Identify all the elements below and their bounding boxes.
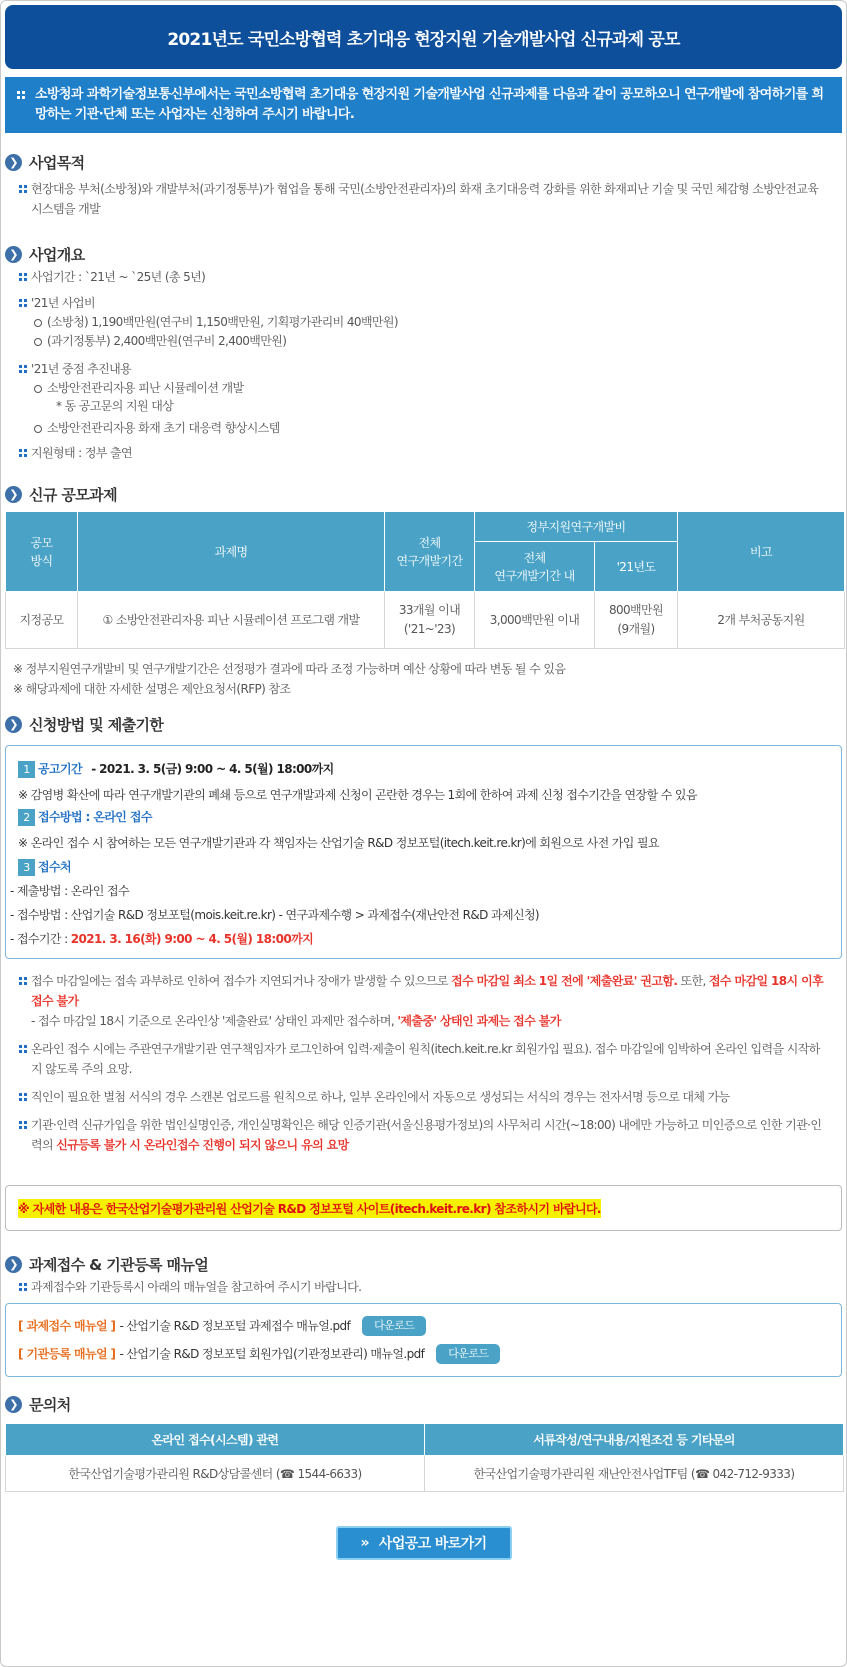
- manual-item: [ 과제접수 매뉴얼 ] - 산업기술 R&D 정보포털 과제접수 매뉴얼.pdf 다운로드: [18, 1312, 829, 1340]
- th-task: 과제명: [78, 512, 385, 592]
- table-note: ※ 해당과제에 대한 자세한 설명은 제안요청서(RFP) 참조: [13, 682, 291, 696]
- bullet-dots-icon: [19, 299, 27, 307]
- page-title: 2021년도 국민소방협력 초기대응 현장지원 기술개발사업 신규과제 공모: [5, 5, 842, 69]
- bullet-dots-icon: [19, 449, 27, 457]
- apply-box: [5, 745, 842, 959]
- th-remarks: 비고: [678, 512, 845, 592]
- cell-period: 33개월 이내 ('21~'23): [385, 592, 475, 649]
- apply-row-method: 2 접수방법 : 온라인 접수: [18, 806, 829, 828]
- intro-text: 소방청과 과학기술정보통신부에서는 국민소방협력 초기대응 현장지원 기술개발사업 신규과제를 다음과 같이 공모하오니 연구개발에 참여하기를 희망하는 기관·단체 또는 사업자는 신청하여 주시기 바랍니다.: [35, 87, 824, 122]
- apply-detail: - 접수방법 : 산업기술 R&D 정보포털(mois.keit.re.kr) - 연구과제수행 > 과제접수(재난안전 R&D 과제신청): [10, 908, 540, 922]
- manual-item: [ 기관등록 매뉴얼 ] - 산업기술 R&D 정보포털 회원가입(기관정보관리) 매뉴얼.pdf 다운로드: [18, 1340, 829, 1368]
- apply-detail: - 접수기간 : 2021. 3. 16(화) 9:00 ~ 4. 5(월) 18:00까지: [10, 932, 314, 946]
- purpose-text: 현장대응 부처(소방청)와 개발부처(과기정통부)가 협업을 통해 국민(소방안전관리자)의 화재 초기대응력 강화를 위한 화재피난 기술 및 국민 체감형 소방안전교육 시스템을 개발: [1, 179, 846, 219]
- th-gov-funding: 정부지원연구개발비: [475, 512, 678, 542]
- contact-header-other: 서류작성/연구내용/지원조건 등 기타문의: [425, 1424, 844, 1456]
- bullet-dots-icon: [19, 365, 27, 373]
- caution-list: [1, 971, 846, 1155]
- manual-desc: 과제접수와 기관등록시 아래의 매뉴얼을 참고하여 주시기 바랍니다.: [1, 1277, 846, 1297]
- caution-item: 직인이 필요한 별첨 서식의 경우 스캔본 업로드를 원칙으로 하나, 일부 온라인에서 자동으로 생성되는 서식의 경우는 전자서명 등으로 대체 가능: [1, 1087, 828, 1107]
- step-number: 2: [18, 809, 35, 826]
- chevron-right-icon: ❯: [5, 1396, 22, 1413]
- bullet-dots-icon: [19, 1283, 27, 1291]
- bullet-dots-icon: [19, 273, 27, 281]
- contact-system: 한국산업기술평가관리원 R&D상담콜센터 (☎ 1544-6633): [6, 1456, 425, 1492]
- chevron-right-icon: ❯: [5, 716, 22, 733]
- table-note: ※ 정부지원연구개발비 및 연구개발기간은 선정평가 결과에 따라 조정 가능하며 예산 상황에 따라 변동 될 수 있음: [13, 662, 566, 676]
- section-apply-heading: ❯ 신청방법 및 제출기한: [5, 711, 846, 737]
- caution-item: 접수 마감일에는 접속 과부하로 인하여 접수가 지연되거나 장애가 발생할 수 있으므로 접수 마감일 최소 1일 전에 '제출완료' 권고함. 또한, 접수 마감일 18시 이후 접수 불가 - 접수 마감일 18시 기준으로 온라인상 '제출완료' 상태인 과제만 접수하며, '제출중' 상태인 과제는 접수 불가: [1, 971, 828, 1031]
- bullet-dots-icon: [19, 1121, 27, 1129]
- cell-task: ① 소방안전관리자용 피난 시뮬레이션 프로그램 개발: [78, 592, 385, 649]
- detail-note: ※ 자세한 내용은 한국산업기술평가관리원 산업기술 R&D 정보포털 사이트(itech.keit.re.kr) 참조하시기 바랍니다.: [18, 1199, 601, 1218]
- chevron-right-icon: ❯: [5, 486, 22, 503]
- apply-note: ※ 온라인 접수 시 참여하는 모든 연구개발기관과 각 책임자는 산업기술 R&D 정보포털(itech.keit.re.kr)에 회원으로 사전 가입 필요: [18, 836, 659, 850]
- budget-item: (과기정통부) 2,400백만원(연구비 2,400백만원): [1, 332, 846, 351]
- th-total-period: 전체 연구개발기간: [385, 512, 475, 592]
- bullet-dots-icon: [19, 185, 27, 193]
- cell-remarks: 2개 부처공동지원: [678, 592, 845, 649]
- focus-note: * 동 공고문의 지원 대상: [56, 399, 174, 413]
- chevron-right-icon: ❯: [5, 246, 22, 263]
- th-method: 공모 방식: [6, 512, 78, 592]
- overview-period: 사업기간 : `21년 ~ `25년 (총 5년): [1, 267, 846, 287]
- intro-banner: [5, 77, 842, 133]
- download-button[interactable]: 다운로드: [362, 1316, 426, 1336]
- contact-header-system: 온라인 접수(시스템) 관련: [6, 1424, 425, 1456]
- table-row: [6, 592, 845, 649]
- focus-item: 소방안전관리자용 피난 시뮬레이션 개발: [1, 379, 846, 398]
- section-manual-heading: ❯ 과제접수 & 기관등록 매뉴얼: [5, 1251, 846, 1277]
- overview-support: 지원형태 : 정부 출연: [1, 443, 846, 463]
- section-overview-heading: ❯ 사업개요: [5, 241, 846, 267]
- apply-detail: - 제출방법 : 온라인 접수: [10, 884, 129, 898]
- budget-item: (소방청) 1,190백만원(연구비 1,150백만원, 기획평가관리비 40백만원): [1, 313, 846, 332]
- apply-row-period: 1 공고기간 - 2021. 3. 5(금) 9:00 ~ 4. 5(월) 18:00까지: [18, 758, 829, 780]
- overview-budget-title: '21년 사업비: [1, 293, 846, 313]
- detail-note-box: [5, 1185, 842, 1231]
- cell-2021: 800백만원 (9개월): [595, 592, 678, 649]
- step-number: 1: [18, 761, 35, 778]
- step-number: 3: [18, 859, 35, 876]
- bullet-dots-icon: [17, 91, 25, 99]
- overview-focus-title: '21년 중점 추진내용: [1, 359, 846, 379]
- cell-method: 지정공모: [6, 592, 78, 649]
- chevron-right-icon: ❯: [5, 1256, 22, 1273]
- section-purpose-heading: ❯ 사업목적: [5, 149, 846, 175]
- cell-within-total: 3,000백만원 이내: [475, 592, 595, 649]
- contact-other: 한국산업기술평가관리원 재난안전사업TF팀 (☎ 042-712-9333): [425, 1456, 844, 1492]
- section-contact-heading: ❯ 문의처: [5, 1391, 846, 1417]
- focus-item: 소방안전관리자용 화재 초기 대응력 향상시스템: [1, 419, 846, 438]
- double-chevron-right-icon: »: [360, 1535, 369, 1551]
- chevron-right-icon: ❯: [5, 154, 22, 171]
- caution-item: 온라인 접수 시에는 주관연구개발기관 연구책임자가 로그인하여 입력·제출이 원칙(itech.keit.re.kr 회원가입 필요). 접수 마감일에 임박하여 온라인 입력을 시작하지 않도록 주의 요망.: [1, 1039, 828, 1079]
- download-button[interactable]: 다운로드: [436, 1344, 500, 1364]
- th-within-total: 전체 연구개발기간 내: [475, 542, 595, 592]
- apply-row-office: 3 접수처: [18, 856, 829, 878]
- section-new-tasks-heading: ❯ 신규 공모과제: [5, 481, 846, 507]
- bullet-dots-icon: [19, 977, 27, 985]
- new-tasks-table: [5, 511, 845, 649]
- apply-note: ※ 감염병 확산에 따라 연구개발기관의 폐쇄 등으로 연구개발과제 신청이 곤란한 경우는 1회에 한하여 과제 신청 접수기간을 연장할 수 있음: [18, 788, 697, 802]
- bullet-dots-icon: [19, 1093, 27, 1101]
- caution-item: 기관·인력 신규가입을 위한 법인실명인증, 개인실명확인은 해당 인증기관(서울신용평가정보)의 사무처리 시간(~18:00) 내에만 가능하고 미인증으로 인한 기관·인력의 신규등록 불가 시 온라인접수 진행이 되지 않으니 유의 요망: [1, 1115, 828, 1155]
- manual-box: [5, 1303, 842, 1377]
- go-to-notice-button[interactable]: » 사업공고 바로가기: [336, 1526, 512, 1560]
- th-2021: '21년도: [595, 542, 678, 592]
- contact-table: [5, 1423, 844, 1492]
- bullet-dots-icon: [19, 1045, 27, 1053]
